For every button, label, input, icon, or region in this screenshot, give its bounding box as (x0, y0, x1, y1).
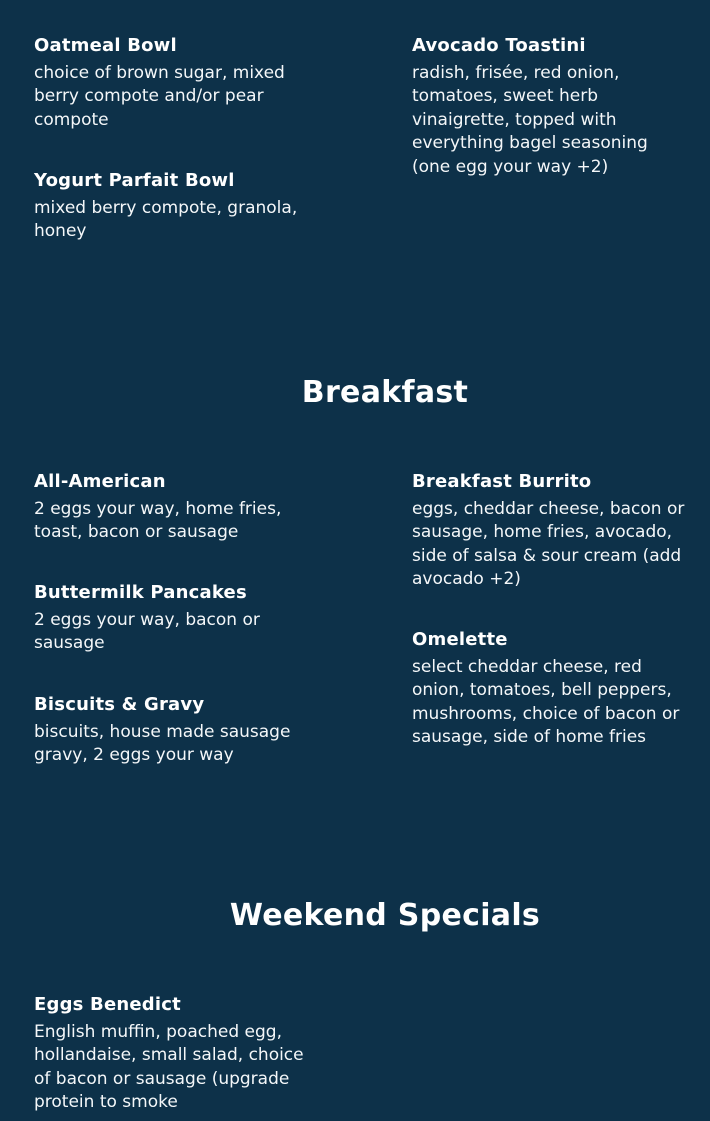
menu-item-omelette (412, 628, 688, 750)
menu-item-description: English muffin, poached egg, hollandaise, small salad, choice of bacon or sausage (upgrade protein to smoke (34, 1022, 304, 1113)
menu-item-name: Buttermilk Pancakes (34, 582, 247, 603)
menu-item-description: biscuits, house made sausage gravy, 2 eggs your way (34, 722, 291, 766)
menu-item-name: Oatmeal Bowl (34, 35, 177, 56)
menu-item-name: Eggs Benedict (34, 994, 181, 1015)
menu-item-name: Avocado Toastini (412, 35, 586, 56)
section-heading-weekend-specials: Weekend Specials (229, 898, 541, 933)
menu-item-yogurt-parfait-bowl (34, 169, 306, 244)
menu-item-description: mixed berry compote, granola, honey (34, 198, 298, 242)
menu-item-description: radish, frisée, red onion, tomatoes, sweet herb vinaigrette, topped with everything bagel seasoning (one egg your way +2) (412, 63, 648, 177)
section-heading-breakfast: Breakfast (301, 375, 469, 410)
menu-item-oatmeal-bowl (34, 34, 306, 132)
menu-item-description: select cheddar cheese, red onion, tomatoes, bell peppers, mushrooms, choice of bacon or sausage, side of home fries (412, 657, 680, 748)
menu-item-description: choice of brown sugar, mixed berry compote and/or pear compote (34, 63, 285, 130)
menu-item-name: All-American (34, 471, 166, 492)
menu-item-name: Yogurt Parfait Bowl (34, 170, 235, 191)
menu-item-name: Biscuits & Gravy (34, 694, 205, 715)
menu-item-description: eggs, cheddar cheese, bacon or sausage, home fries, avocado, side of salsa & sour cream (add avocado +2) (412, 499, 685, 590)
menu-item-breakfast-burrito (412, 470, 688, 592)
menu-item-biscuits-gravy (34, 693, 306, 768)
menu-item-buttermilk-pancakes (34, 581, 306, 656)
menu-item-description: 2 eggs your way, bacon or sausage (34, 610, 260, 654)
menu-item-name: Omelette (412, 629, 508, 650)
menu-item-avocado-toastini (412, 34, 688, 179)
menu-item-name: Breakfast Burrito (412, 471, 592, 492)
menu-item-all-american (34, 470, 306, 545)
menu-item-description: 2 eggs your way, home fries, toast, bacon or sausage (34, 499, 282, 543)
menu-item-eggs-benedict (34, 993, 306, 1115)
